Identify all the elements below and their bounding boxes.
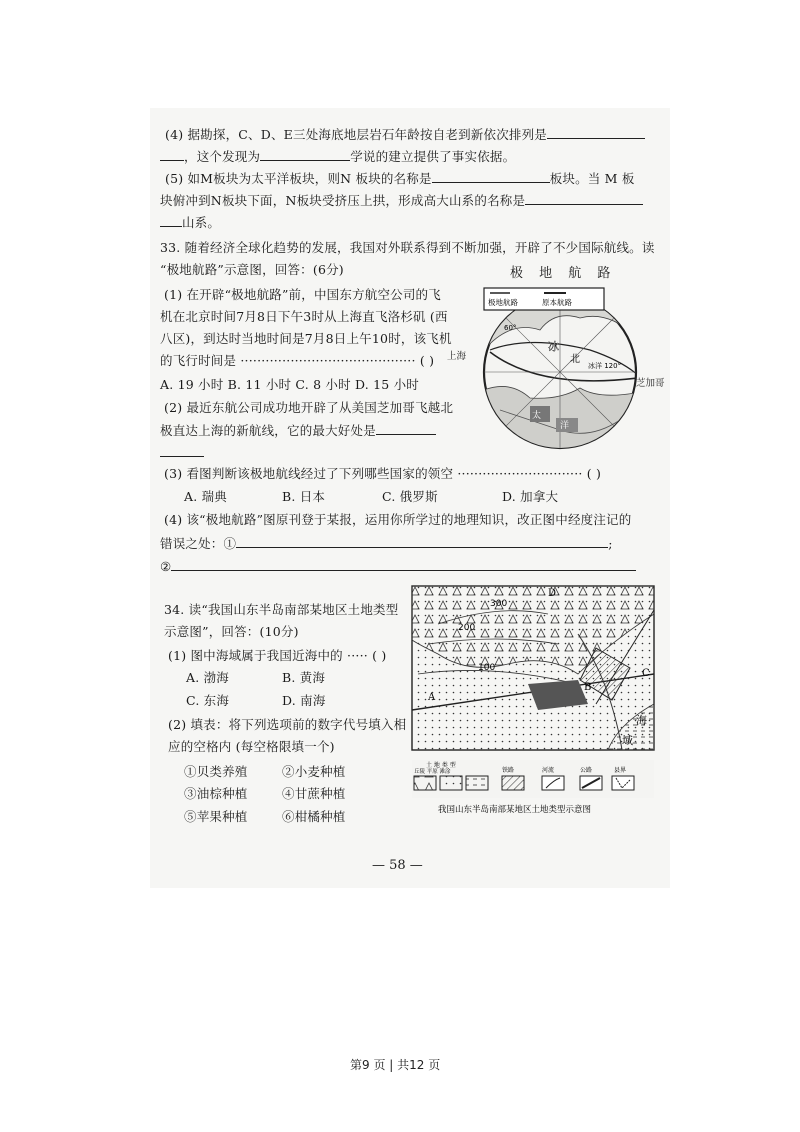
land-map-caption: 我国山东半岛南部某地区土地类型示意图 <box>438 805 592 815</box>
q33-p4-line1: (4) 该“极地航路”图原刊登于某报，运用你所学过的地理知识，改正图中经度注记的 <box>164 512 632 527</box>
q33-p2-text: 极直达上海的新航线，它的最大好处是 <box>160 423 376 438</box>
q33-p1-line3: 八区)，到达时当地时间是7月8日上午10时，该飞机 <box>160 331 452 346</box>
answer-blank[interactable] <box>160 444 204 457</box>
q33-intro-line1: 33. 随着经济全球化趋势的发展，我国对外联系得到不断加强，开辟了不少国际航线。读 <box>160 240 655 255</box>
q32-part4-text: (4) 据勘探，C、D、E三处海底地层岩石年龄按自老到新依次排列是 <box>165 127 547 142</box>
legend-border: 县界 <box>614 767 627 774</box>
answer-blank[interactable] <box>160 214 182 227</box>
q33-p1-options: A. 19 小时 B. 11 小时 C. 8 小时 D. 15 小时 <box>160 377 419 392</box>
label-sea-2: 域 <box>622 734 633 747</box>
label-tai: 太 <box>532 411 542 421</box>
q33-p4-text2: ② <box>160 559 172 574</box>
q32-part4-text3: 学说的建立提供了事实依据。 <box>350 149 516 164</box>
legend-highway: 公路 <box>580 767 593 774</box>
q33-p4-text: 错误之处：① <box>160 536 237 551</box>
q34-p1-optD: D. 南海 <box>282 693 326 708</box>
q33-p2-line2 <box>160 422 436 439</box>
label-a: A <box>428 692 436 703</box>
q34-p2-line2: 应的空格内 (每空格限填一个) <box>168 739 335 754</box>
answer-blank[interactable] <box>432 170 550 183</box>
answer-blank[interactable] <box>547 126 645 139</box>
q33-p2-line1: (2) 最近东航公司成功地开辟了从美国芝加哥飞越北 <box>164 400 454 415</box>
label-d: D <box>548 588 557 599</box>
q33-p3-line: (3) 看图判断该极地航线经过了下列哪些国家的领空 ······························ ( ) <box>164 466 602 481</box>
label-sea-1: 海 <box>636 714 647 727</box>
q32-part5-line2 <box>160 192 643 209</box>
q34-p1-optB: B. 黄海 <box>282 670 326 685</box>
q33-p3-optB: B. 日本 <box>282 489 326 504</box>
answer-blank[interactable] <box>376 422 436 435</box>
q34-p1-line: (1) 图中海域属于我国近海中的 ····· ( ) <box>168 648 387 663</box>
q33-p3-optD: D. 加拿大 <box>502 489 559 504</box>
label-b: B <box>584 682 592 693</box>
legend-river: 河流 <box>542 767 555 774</box>
label-shanghai: 上海 <box>447 351 467 362</box>
answer-blank[interactable] <box>236 535 608 548</box>
q33-p2-line3 <box>160 444 204 461</box>
label-c: C <box>642 668 650 679</box>
q33-p4-line2: 错误之处：① ; <box>160 536 613 551</box>
q32-part5-text: (5) 如M板块为太平洋板块，则N 板块的名称是 <box>165 171 432 186</box>
polar-map-title: 极 地 航 路 <box>510 266 617 281</box>
label-yang: 洋 <box>560 421 570 431</box>
legend-head: 土 地 类 型 <box>426 762 456 769</box>
q33-p1-line1: (1) 在开辟“极地航路”前，中国东方航空公司的飞 <box>164 287 441 302</box>
q34-intro-line2: 示意图”，回答：(10分) <box>164 624 299 639</box>
q32-part5-line3 <box>160 214 220 231</box>
choice-3: ③油棕种植 <box>184 786 248 801</box>
label-north: 北 <box>570 354 580 365</box>
q32-part4-line2 <box>160 148 515 165</box>
choice-4: ④甘蔗种植 <box>282 786 346 801</box>
contour-300: 300 <box>490 599 508 609</box>
choice-2: ②小麦种植 <box>282 764 346 779</box>
page-number: — 58 — <box>372 858 423 873</box>
q32-part4-text2: ，这个发现为 <box>184 149 261 164</box>
contour-200: 200 <box>458 623 476 633</box>
choice-1: ①贝类养殖 <box>184 764 248 779</box>
answer-blank[interactable] <box>160 148 184 161</box>
q33-p1-line4: 的飞行时间是 ·········································· ( ) <box>160 353 435 368</box>
q34-p2-line1: (2) 填表：将下列选项前的数字代号填入相 <box>168 717 407 732</box>
label-lon-120: 冰洋 120° <box>588 362 622 370</box>
q32-part5-line1 <box>165 170 635 187</box>
q33-p3-optC: C. 俄罗斯 <box>382 489 438 504</box>
choice-5: ⑤苹果种植 <box>184 809 248 824</box>
legend-road: 铁路 <box>502 767 515 774</box>
answer-blank[interactable] <box>260 148 350 161</box>
land-type-map <box>408 584 660 824</box>
q32-part5-text3: 块俯冲到N板块下面，N板块受挤压上拱，形成高大山系的名称是 <box>160 193 526 208</box>
contour-100: 100 <box>478 663 496 673</box>
q34-p1-optC: C. 东海 <box>186 693 230 708</box>
legend-polar-route: 极地航路 <box>488 298 518 307</box>
q32-part4-line1 <box>165 126 645 143</box>
answer-blank[interactable] <box>525 192 643 205</box>
q33-p4-line3 <box>160 558 636 575</box>
label-lon-60: 60° <box>504 324 517 332</box>
q33-intro-line2: “极地航路”示意图，回答：(6分) <box>160 262 344 277</box>
q33-p1-line2: 机在北京时间7月8日下午3时从上海直飞洛杉矶 (西 <box>160 309 448 324</box>
q33-p3-optA: A. 瑞典 <box>184 489 227 504</box>
answer-blank[interactable] <box>171 558 636 571</box>
legend-sub: 丘陵 平原 滩涂 <box>414 769 451 775</box>
page-footer: 第9 页 | 共12 页 <box>350 1058 441 1072</box>
label-chicago: 芝加哥 <box>636 378 665 389</box>
label-ice: 冰 <box>548 340 559 353</box>
q32-part5-text4: 山系。 <box>182 215 221 230</box>
q34-p1-optA: A. 渤海 <box>186 670 229 685</box>
q34-intro-line1: 34. 读“我国山东半岛南部某地区土地类型 <box>164 602 399 617</box>
polar-route-map <box>470 280 650 450</box>
legend-original-route: 原本航路 <box>542 298 572 307</box>
choice-6: ⑥柑橘种植 <box>282 809 346 824</box>
q32-part5-text2: 板块。当 M 板 <box>549 171 635 186</box>
